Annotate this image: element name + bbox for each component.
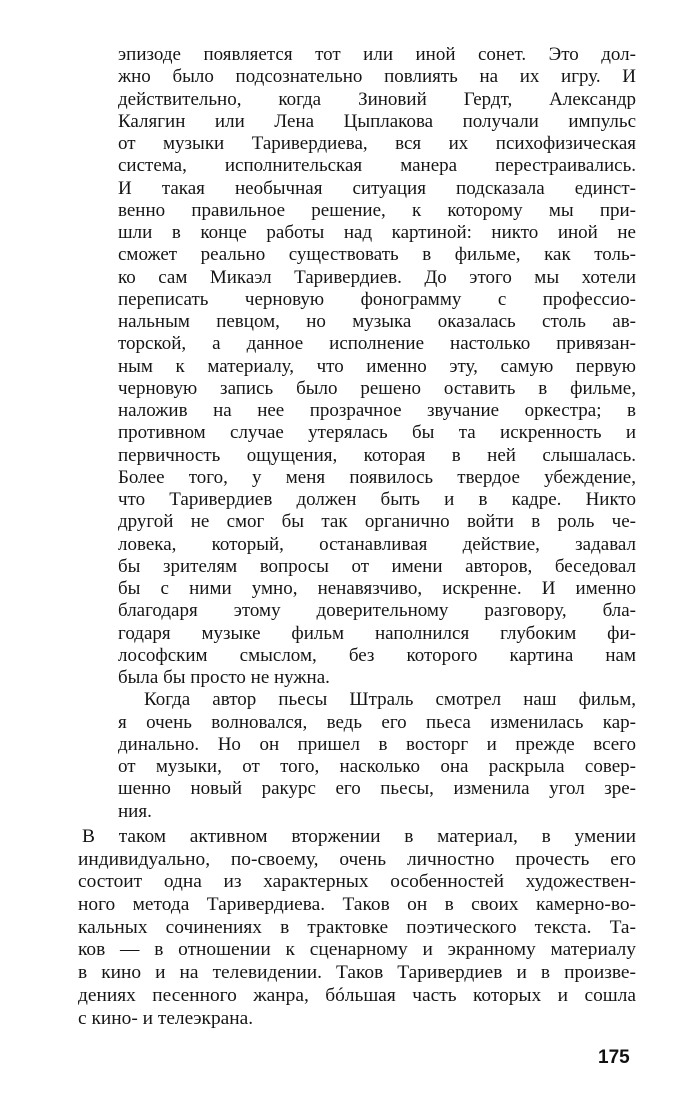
text-line: Когда автор пьесы Штраль смотрел наш фильм, [144, 689, 636, 711]
text-line: динально. Но он пришел в восторг и прежде всего [118, 733, 636, 755]
text-line: действительно, когда Зиновий Гердт, Александр [118, 88, 636, 110]
text-line: нальным певцом, но музыка оказалась столь ав- [118, 311, 636, 332]
text-line: переписать черновую фонограмму с профессио- [118, 288, 636, 310]
text-line: система, исполнительская манера перестраивались. [118, 155, 636, 177]
body-paragraph [78, 826, 636, 1030]
text-line: Калягин или Лена Цыплакова получали импульс [118, 110, 636, 132]
text-line: от музыки Таривердиева, вся их психофизическая [118, 133, 636, 154]
text-line: ным к материалу, что именно эту, самую первую [118, 355, 636, 377]
text-line: в кино и на телевидении. Таков Таривердиев и в произве- [78, 962, 636, 984]
text-line: лософским смыслом, без которого картина нам [118, 644, 636, 666]
text-line: кальных сочинениях в трактовке поэтического текста. Та- [78, 916, 636, 938]
text-line: черновую запись было решено оставить в фильме, [118, 377, 636, 399]
text-line: шенно новый ракурс его пьесы, изменила угол зре- [118, 778, 636, 800]
text-line: наложив на нее прозрачное звучание оркестра; в [118, 400, 636, 421]
text-line: первичность ощущения, которая в ней слышалась. [118, 444, 636, 466]
text-line: годаря музыке фильм наполнился глубоким фи- [118, 622, 636, 644]
text-line: что Таривердиев должен быть и в кадре. Никто [118, 489, 636, 510]
text-line: эпизоде появляется тот или иной сонет. Это дол- [118, 44, 636, 65]
text-line: с кино- и телеэкрана. [78, 1007, 254, 1029]
text-line: от музыки, от того, насколько она раскрыла совер- [118, 756, 636, 777]
text-line: торской, а данное исполнение настолько привязан- [118, 333, 636, 355]
text-line: благодаря этому доверительному разговору, бла- [118, 600, 636, 622]
text-line: И такая необычная ситуация подсказала единст- [118, 177, 636, 199]
text-line: Более того, у меня появилось твердое убеждение, [118, 466, 636, 488]
text-line: дениях песенного жанра, бóльшая часть которых и сошла [78, 984, 636, 1006]
text-line: ков — в отношении к сценарному и экранному материалу [78, 939, 636, 961]
text-line: ко сам Микаэл Таривердиев. До этого мы хотели [118, 266, 636, 288]
text-line: бы зрителям вопросы от имени авторов, беседовал [118, 555, 636, 577]
text-line: ловека, который, останавливая действие, задавал [118, 533, 636, 555]
text-line: бы с ними умно, ненавязчиво, искренне. И именно [118, 578, 636, 599]
text-line: противном случае утерялась бы та искренность и [118, 422, 636, 444]
text-line: ного метода Таривердиева. Таков он в своих камерно-во- [78, 894, 636, 916]
page-number: 175 [598, 1047, 630, 1068]
text-line: другой не смог бы так органично войти в роль че- [118, 511, 636, 533]
text-line: ния. [118, 800, 152, 822]
text-line: была бы просто не нужна. [118, 667, 330, 688]
quoted-passage [118, 44, 636, 823]
text-line: сможет реально существовать в фильме, как толь- [118, 244, 636, 266]
text-line: состоит одна из характерных особенностей художествен- [78, 871, 636, 893]
text-line: я очень волновался, ведь его пьеса изменилась кар- [118, 711, 636, 733]
text-line: жно было подсознательно повлиять на их игру. И [118, 66, 636, 88]
text-line: В таком активном вторжении в материал, в умении [82, 826, 636, 847]
text-line: венно правильное решение, к которому мы при- [118, 199, 636, 221]
text-line: индивидуально, по-своему, очень личностно прочесть его [78, 848, 636, 870]
text-line: шли в конце работы над картиной: никто иной не [118, 222, 636, 243]
